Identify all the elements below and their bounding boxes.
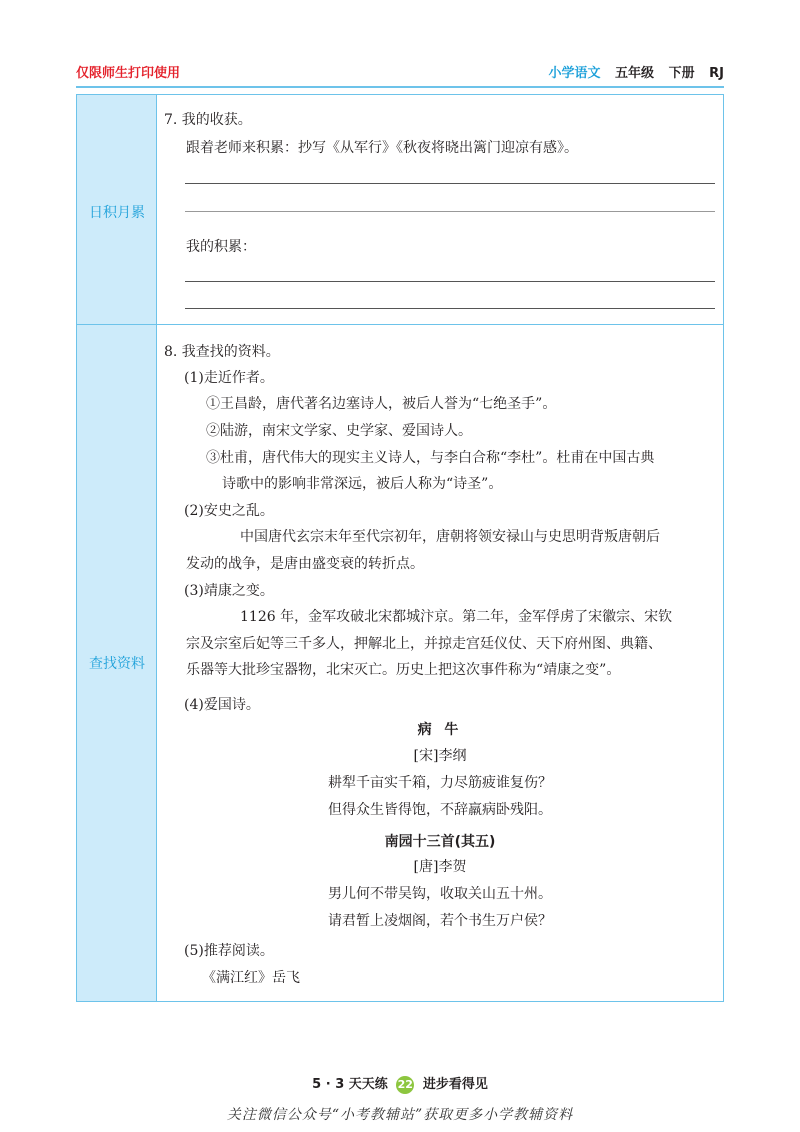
poem1-author: [宋]李纲 bbox=[413, 748, 467, 764]
poem2-author: [唐]李贺 bbox=[413, 859, 467, 875]
section-sidebar bbox=[77, 95, 157, 1001]
q8-p2-line1: 中国唐代玄宗末年至代宗初年，唐朝将领安禄山与史思明背叛唐朝后 bbox=[240, 529, 660, 545]
answer-line[interactable] bbox=[185, 183, 715, 184]
q8-p1-b: ②陆游，南宋文学家、史学家、爱国诗人。 bbox=[206, 423, 472, 439]
footer-brand: 5 · 3 天天练 bbox=[312, 1077, 388, 1092]
q8-p5-title: (5)推荐阅读。 bbox=[184, 943, 274, 959]
edition-label: RJ bbox=[709, 66, 724, 81]
q7-title: 7. 我的收获。 bbox=[164, 112, 252, 128]
answer-line[interactable] bbox=[185, 308, 715, 309]
poem1-line2: 但得众生皆得饱，不辞羸病卧残阳。 bbox=[328, 802, 552, 818]
footer-slogan: 进步看得见 bbox=[422, 1077, 488, 1092]
poem1-line1: 耕犁千亩实千箱，力尽筋疲谁复伤？ bbox=[328, 775, 552, 791]
q8-p3-line2: 宗及宗室后妃等三千多人，押解北上，并掠走宫廷仪仗、天下府州图、典籍、 bbox=[186, 636, 662, 652]
q8-p5-line1: 《满江红》岳飞 bbox=[202, 970, 300, 986]
poem2-title: 南园十三首(其五) bbox=[384, 834, 496, 850]
q8-p3-title: (3)靖康之变。 bbox=[184, 583, 274, 599]
q8-p2-line2: 发动的战争，是唐由盛变衰的转折点。 bbox=[186, 556, 424, 572]
q8-p1-c1: ③杜甫，唐代伟大的现实主义诗人，与李白合称“李杜”。杜甫在中国古典 bbox=[206, 450, 655, 466]
answer-line[interactable] bbox=[185, 281, 715, 282]
section-label-daily: 日积月累 bbox=[89, 205, 145, 221]
q8-p3-line3: 乐器等大批珍宝器物，北宋灭亡。历史上把这次事件称为“靖康之变”。 bbox=[186, 662, 621, 678]
grade-label: 五年级 bbox=[615, 66, 655, 81]
watermark-text: 关注微信公众号“小考教辅站”获取更多小学教辅资料 bbox=[226, 1107, 574, 1123]
q8-p1-a: ①王昌龄，唐代著名边塞诗人，被后人誉为“七绝圣手”。 bbox=[206, 396, 557, 412]
q8-p1-title: (1)走近作者。 bbox=[184, 370, 274, 386]
page-footer bbox=[0, 1073, 800, 1094]
q8-p4-title: (4)爱国诗。 bbox=[184, 697, 260, 713]
q8-title: 8. 我查找的资料。 bbox=[164, 344, 280, 360]
volume-label: 下册 bbox=[668, 66, 695, 81]
answer-line[interactable] bbox=[185, 211, 715, 212]
page-number-badge: 22 bbox=[396, 1076, 414, 1094]
section-label-research: 查找资料 bbox=[89, 656, 145, 672]
print-notice: 仅限师生打印使用 bbox=[76, 66, 181, 81]
row-divider bbox=[77, 324, 723, 325]
poem2-line1: 男儿何不带吴钩，收取关山五十州。 bbox=[328, 886, 552, 902]
header-divider bbox=[76, 86, 724, 88]
book-info bbox=[549, 62, 725, 81]
q8-p1-c2: 诗歌中的影响非常深远，被后人称为“诗圣”。 bbox=[222, 476, 503, 492]
subject-label: 小学语文 bbox=[548, 66, 601, 81]
poem2-line2: 请君暂上凌烟阁，若个书生万户侯？ bbox=[328, 913, 552, 929]
poem1-title: 病 牛 bbox=[417, 722, 463, 738]
q8-p3-line1: 1126 年，金军攻破北宋都城汴京。第二年，金军俘虏了宋徽宗、宋钦 bbox=[240, 609, 673, 625]
q7-instruction: 跟着老师来积累：抄写《从军行》《秋夜将晓出篱门迎凉有感》。 bbox=[186, 140, 578, 156]
q8-p2-title: (2)安史之乱。 bbox=[184, 503, 274, 519]
q7-mine-label: 我的积累： bbox=[186, 239, 256, 255]
